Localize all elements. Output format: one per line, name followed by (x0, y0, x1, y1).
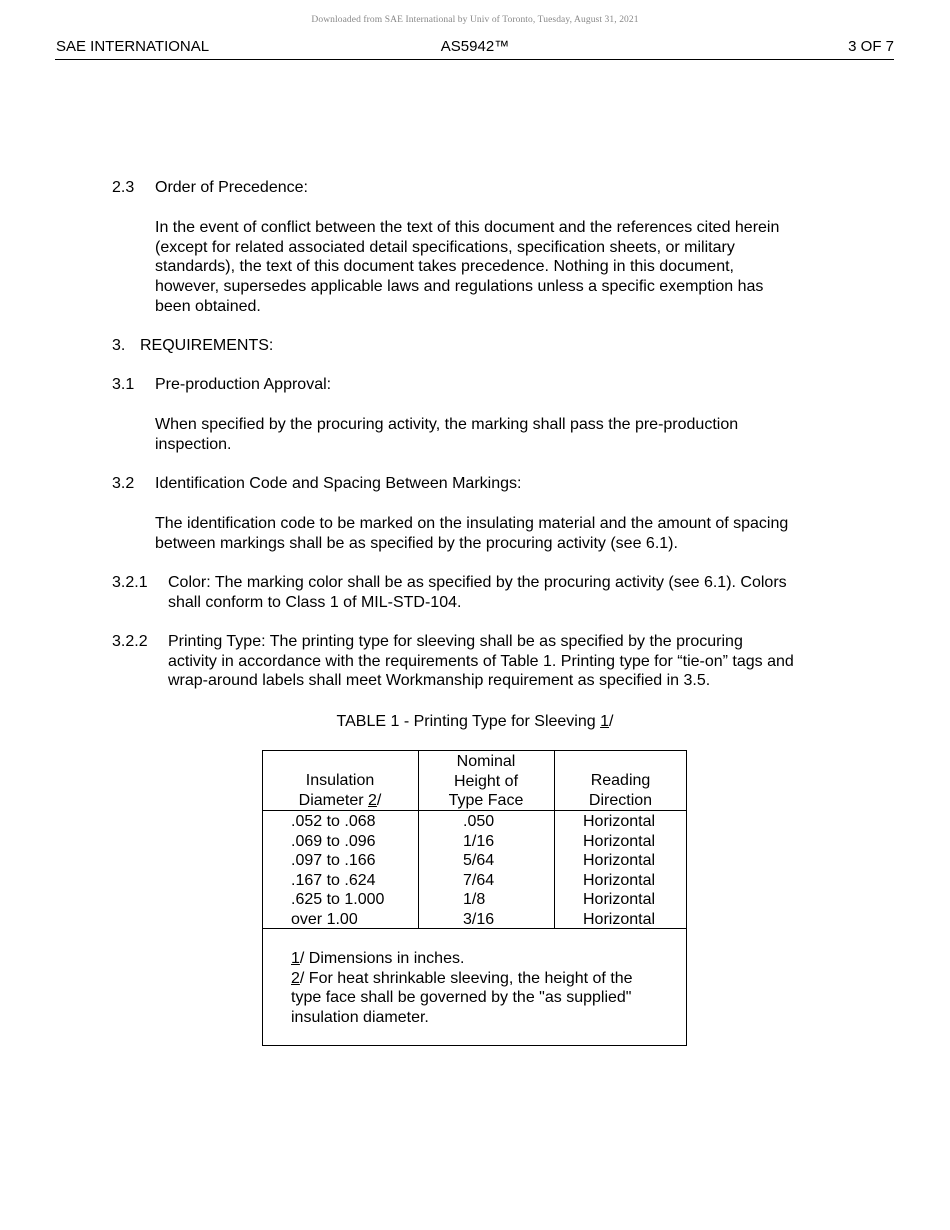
section-2-3-text-line: been obtained. (155, 297, 261, 315)
table-note-2-continued: insulation diameter. (291, 1008, 429, 1026)
table-1-title-suffix: / (609, 713, 614, 730)
table-1-title (0, 712, 950, 731)
table-cell-diameter: .052 to .068 (291, 813, 376, 830)
table-header-insulation-diameter (262, 771, 418, 810)
download-watermark: Downloaded from SAE International by Univ of Toronto, Tuesday, August 31, 2021 (311, 15, 639, 25)
table-cell-diameter: over 1.00 (291, 910, 358, 928)
table-cell-diameter: .069 to .096 (291, 832, 376, 850)
table-cell-height: 1/16 (463, 832, 495, 850)
table-header-footnote-ref: 2 (368, 791, 377, 809)
table-header-nominal-height (418, 752, 554, 811)
table-cell-direction: Horizontal (583, 910, 656, 928)
table-note-text: / For heat shrinkable sleeving, the height of the (299, 969, 633, 987)
section-3-2-title: Identification Code and Spacing Between Markings: (155, 475, 522, 492)
header-organization: SAE INTERNATIONAL (56, 38, 210, 55)
table-header-line: Type Face (448, 792, 524, 809)
header-page-number: 3 OF 7 (848, 38, 894, 55)
table-column-diameter (291, 812, 384, 929)
table-header-reading-direction (554, 771, 687, 810)
table-cell-diameter: .625 to 1.000 (291, 891, 385, 908)
table-cell-height: .050 (463, 813, 495, 830)
section-2-3-text-line: however, supersedes applicable laws and regulations unless a specific exemption has (155, 278, 764, 296)
section-3-2-2-text-line: activity in accordance with the requirements of Table 1. Printing type for “tie-on” tags and (168, 652, 794, 670)
section-2-3-title: Order of Precedence: (155, 179, 308, 196)
section-2-3-text-line: In the event of conflict between the text of this document and the references cited herein (155, 219, 780, 236)
section-3-2-2-text-line: Printing Type: The printing type for sleeving shall be as specified by the procuring (168, 633, 743, 650)
table-cell-height: 7/64 (463, 871, 495, 889)
table-cell-diameter: .167 to .624 (291, 871, 376, 889)
section-3-2-1-text-line: shall conform to Class 1 of MIL-STD-104. (168, 593, 462, 611)
table-header-line: Insulation (305, 772, 375, 789)
section-3-title: REQUIREMENTS: (140, 337, 274, 354)
table-note-2 (291, 969, 633, 989)
table-note-1 (291, 949, 633, 969)
table-column-direction (583, 812, 655, 929)
section-3-2-2-text-line: wrap-around labels shall meet Workmanship requirement as specified in 3.5. (168, 672, 711, 690)
section-3-2-text-line: The identification code to be marked on the insulating material and the amount of spacing (155, 515, 789, 532)
table-cell-height: 3/16 (463, 910, 495, 928)
section-2-3-text-line: standards), the text of this document takes precedence. Nothing in this document, (155, 258, 734, 276)
table-cell-direction: Horizontal (583, 832, 656, 850)
table-cell-direction: Horizontal (583, 852, 656, 869)
table-cell-height: 1/8 (463, 891, 486, 908)
header-rule (55, 59, 894, 60)
table-header-line: Direction (588, 791, 653, 809)
table-cell-direction: Horizontal (583, 813, 656, 830)
section-3-1-number: 3.1 (112, 376, 135, 393)
table-cell-diameter: .097 to .166 (291, 852, 376, 869)
section-3-2-2-number: 3.2.2 (112, 633, 148, 650)
table-note-ref: 1 (291, 950, 300, 967)
section-3-1-text-line: inspection. (155, 435, 232, 453)
section-2-3-text-line: (except for related associated detail specifications, specification sheets, or military (155, 238, 735, 256)
section-3-number: 3. (112, 337, 126, 354)
section-3-2-number: 3.2 (112, 475, 135, 492)
table-column-height (463, 812, 494, 929)
table-header-text: Diameter (298, 791, 368, 809)
section-3-1-text-line: When specified by the procuring activity, the marking shall pass the pre-production (155, 416, 739, 433)
table-header-line (262, 791, 418, 811)
section-3-2-text-line: between markings shall be as specified by the procuring activity (see 6.1). (155, 534, 678, 552)
table-header-line: Reading (590, 772, 651, 789)
section-2-3-number: 2.3 (112, 179, 135, 196)
table-1-title-text: TABLE 1 - Printing Type for Sleeving (336, 713, 601, 730)
table-header-line: Nominal (456, 753, 516, 770)
table-note-text: / Dimensions in inches. (299, 950, 465, 967)
table-cell-direction: Horizontal (583, 891, 656, 908)
table-header-line: Height of (453, 772, 519, 790)
table-notes (291, 949, 633, 1027)
table-cell-height: 5/64 (463, 852, 495, 869)
section-3-2-1-number: 3.2.1 (112, 574, 148, 591)
section-3-1-title: Pre-production Approval: (155, 376, 332, 393)
table-cell-direction: Horizontal (583, 871, 656, 889)
table-note-ref: 2 (291, 969, 300, 987)
section-3-2-1-text-line: Color: The marking color shall be as specified by the procuring activity (see 6.1). Colors (168, 574, 787, 591)
table-note-2-continued: type face shall be governed by the "as supplied" (291, 989, 632, 1006)
table-header-suffix: / (376, 791, 382, 809)
table-1-title-footnote-ref: 1 (600, 713, 609, 730)
header-document-number: AS5942™ (440, 38, 510, 55)
